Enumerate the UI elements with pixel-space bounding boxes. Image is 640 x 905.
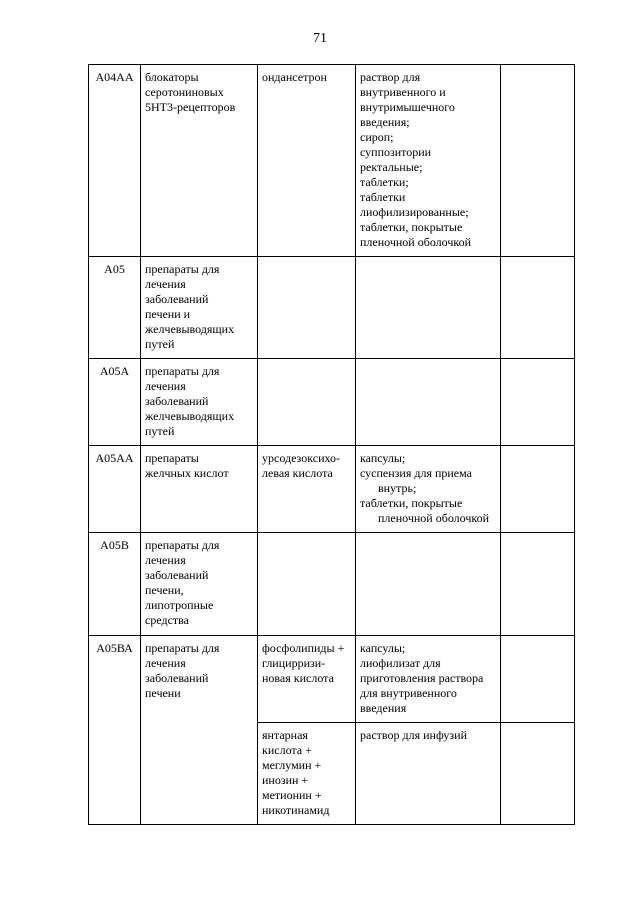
group-line: препараты для	[145, 641, 220, 655]
form-line: таблетки;	[360, 175, 409, 189]
drug-line: метионин +	[262, 788, 322, 802]
form-line: введения;	[360, 115, 410, 129]
form-line: ректальные;	[360, 160, 423, 174]
form-line: внутрь;	[378, 481, 417, 495]
group-line: заболеваний	[145, 394, 209, 408]
drug-cell	[258, 446, 356, 533]
form-line: сироп;	[360, 130, 394, 144]
dosage-form-cell	[356, 636, 501, 723]
form-line: раствор для	[360, 70, 421, 84]
group-line: средства	[145, 613, 190, 627]
group-cell	[141, 257, 258, 359]
form-line: внутримышечного	[360, 100, 455, 114]
empty-cell	[501, 359, 575, 446]
form-line: пленочной оболочкой	[378, 511, 490, 525]
group-cell	[141, 636, 258, 825]
group-line: лечения	[145, 379, 186, 393]
group-cell	[141, 65, 258, 257]
drug-classification-table	[88, 64, 575, 825]
empty-cell	[258, 359, 356, 446]
group-line: препараты	[145, 451, 199, 465]
atc-code-cell: А05	[89, 257, 141, 359]
group-line: заболеваний	[145, 671, 209, 685]
form-line: приготовления раствора	[360, 671, 484, 685]
dosage-form-cell	[356, 65, 501, 257]
group-line: препараты для	[145, 262, 220, 276]
group-line: желчевыводящих	[145, 409, 235, 423]
group-line: препараты для	[145, 364, 220, 378]
empty-cell	[356, 533, 501, 636]
group-line: печени	[145, 686, 181, 700]
form-line: пленочной оболочкой	[360, 235, 472, 249]
form-line: таблетки, покрытые	[360, 496, 463, 510]
group-line: серотониновых	[145, 85, 224, 99]
empty-cell	[356, 257, 501, 359]
dosage-form-cell	[356, 446, 501, 533]
drug-line: левая кислота	[262, 466, 333, 480]
atc-code-cell: А05В	[89, 533, 141, 636]
group-line: препараты для	[145, 538, 220, 552]
atc-code-cell: А04АА	[89, 65, 141, 257]
group-line: блокаторы	[145, 70, 199, 84]
empty-cell	[258, 257, 356, 359]
dosage-form-cell	[356, 723, 501, 825]
empty-cell	[356, 359, 501, 446]
form-line: для внутривенного	[360, 686, 457, 700]
form-line: таблетки, покрытые	[360, 220, 463, 234]
page-number: 71	[313, 31, 327, 46]
table-row	[89, 359, 575, 446]
atc-code-cell: А05ВА	[89, 636, 141, 825]
group-line: печени,	[145, 583, 184, 597]
group-line: лечения	[145, 656, 186, 670]
form-line: внутривенного и	[360, 85, 446, 99]
form-line: таблетки	[360, 190, 406, 204]
drug-line: никотинамид	[262, 803, 330, 817]
empty-cell	[258, 533, 356, 636]
group-line: печени и	[145, 307, 191, 321]
drug-line: инозин +	[262, 773, 309, 787]
drug-cell	[258, 65, 356, 257]
drug-line: кислота +	[262, 743, 312, 757]
empty-cell	[501, 446, 575, 533]
table-row	[89, 257, 575, 359]
group-cell	[141, 359, 258, 446]
group-cell	[141, 446, 258, 533]
drug-line: меглумин +	[262, 758, 322, 772]
drug-line: урсодезоксихо-	[262, 451, 341, 465]
group-line: желчных кислот	[145, 466, 229, 480]
group-line: 5HT3-рецепторов	[145, 100, 236, 114]
empty-cell	[501, 533, 575, 636]
drug-line: янтарная	[262, 728, 308, 742]
group-cell	[141, 533, 258, 636]
form-line: капсулы;	[360, 451, 406, 465]
form-line: лиофилизированные;	[360, 205, 469, 219]
empty-cell	[501, 257, 575, 359]
form-line: суспензия для приема	[360, 466, 472, 480]
atc-code-cell: А05А	[89, 359, 141, 446]
group-line: липотропные	[145, 598, 214, 612]
drug-line: ондансетрон	[262, 70, 327, 84]
atc-code-cell: А05АА	[89, 446, 141, 533]
table-row	[89, 446, 575, 533]
table-row	[89, 65, 575, 257]
group-line: заболеваний	[145, 568, 209, 582]
group-line: заболеваний	[145, 292, 209, 306]
empty-cell	[501, 636, 575, 723]
group-line: желчевыводящих	[145, 322, 235, 336]
table-row	[89, 636, 575, 723]
form-line: введения	[360, 701, 407, 715]
empty-cell	[501, 723, 575, 825]
form-line: суппозитории	[360, 145, 432, 159]
drug-line: глицирризи-	[262, 656, 326, 670]
group-line: лечения	[145, 553, 186, 567]
drug-cell	[258, 723, 356, 825]
form-line: раствор для инфузий	[360, 728, 467, 742]
group-line: лечения	[145, 277, 186, 291]
empty-cell	[501, 65, 575, 257]
group-line: путей	[145, 424, 175, 438]
table-row	[89, 533, 575, 636]
drug-line: новая кислота	[262, 671, 334, 685]
group-line: путей	[145, 337, 175, 351]
form-line: капсулы;	[360, 641, 406, 655]
form-line: лиофилизат для	[360, 656, 441, 670]
drug-line: фосфолипиды +	[262, 641, 345, 655]
drug-cell	[258, 636, 356, 723]
